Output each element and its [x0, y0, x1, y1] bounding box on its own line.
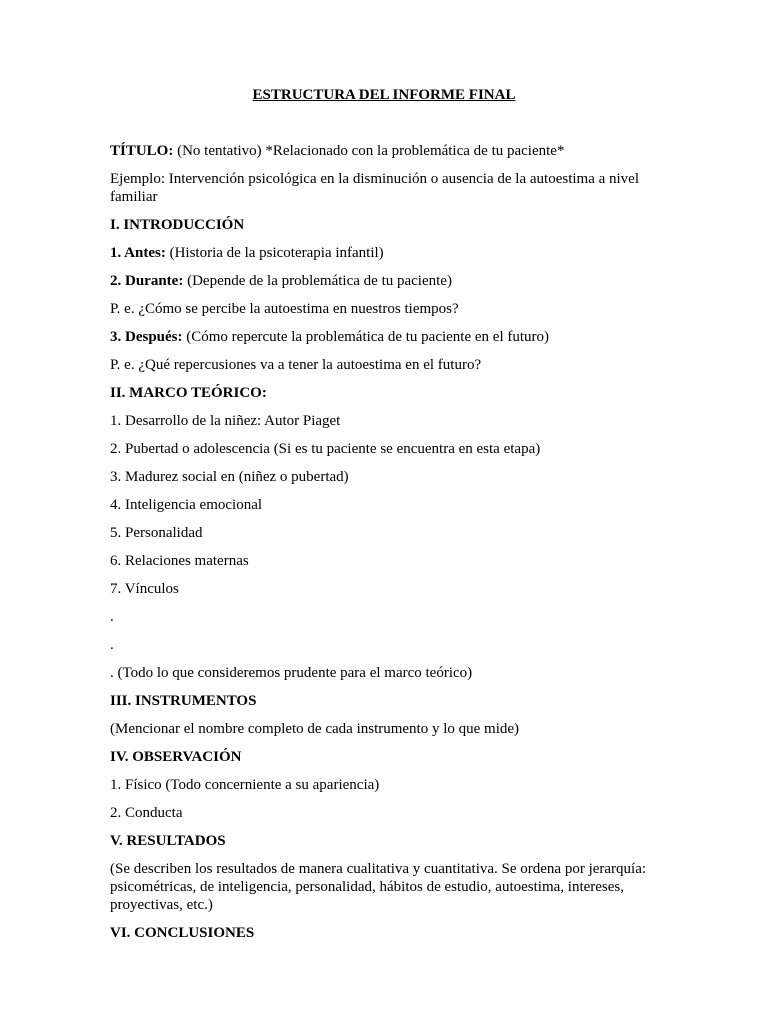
antes-text: (Historia de la psicoterapia infantil) [165, 245, 384, 261]
durante-label: 2. Durante: [110, 273, 184, 289]
document-title: ESTRUCTURA DEL INFORME FINAL [252, 87, 516, 103]
titulo-label: TÍTULO: [110, 143, 174, 159]
ejemplo-paragraph: Ejemplo: Intervención psicológica en la disminución o ausencia de la autoestima a nivel familiar [110, 171, 639, 205]
marco-item: 7. Vínculos [110, 581, 179, 597]
despues-text: (Cómo repercute la problemática de tu paciente en el futuro) [182, 329, 550, 345]
instrumentos-text: (Mencionar el nombre completo de cada instrumento y lo que mide) [110, 721, 520, 737]
marco-dot-note: . (Todo lo que consideremos prudente para el marco teórico) [110, 665, 473, 681]
marco-dot: . [110, 609, 114, 625]
marco-item: 2. Pubertad o adolescencia (Si es tu paciente se encuentra en esta etapa) [110, 441, 541, 457]
document-page [110, 86, 658, 942]
pe2-paragraph: P. e. ¿Qué repercusiones va a tener la autoestima en el futuro? [110, 357, 482, 373]
pe1-paragraph: P. e. ¿Cómo se percibe la autoestima en nuestros tiempos? [110, 301, 459, 317]
resultados-heading: V. RESULTADOS [110, 833, 226, 849]
durante-paragraph [110, 272, 658, 290]
marco-item: 1. Desarrollo de la niñez: Autor Piaget [110, 413, 341, 429]
observacion-item: 2. Conducta [110, 805, 183, 821]
marco-dot: . [110, 637, 114, 653]
despues-label: 3. Después: [110, 329, 183, 345]
instrumentos-heading: III. INSTRUMENTOS [110, 693, 257, 709]
titulo-text: (No tentativo) *Relacionado con la problemática de tu paciente* [173, 143, 565, 159]
despues-paragraph [110, 328, 658, 346]
resultados-text: (Se describen los resultados de manera cualitativa y cuantitativa. Se ordena por jerarquía: psicométricas, de inteligencia, personalidad, hábitos de estudio, autoestima, intereses, proyectivas, etc.) [110, 861, 647, 913]
marco-item: 3. Madurez social en (niñez o pubertad) [110, 469, 349, 485]
observacion-item: 1. Físico (Todo concerniente a su apariencia) [110, 777, 380, 793]
marco-item: 6. Relaciones maternas [110, 553, 249, 569]
conclusiones-heading: VI. CONCLUSIONES [110, 925, 255, 941]
durante-text: (Depende de la problemática de tu paciente) [183, 273, 452, 289]
marco-item: 5. Personalidad [110, 525, 203, 541]
introduccion-heading: I. INTRODUCCIÓN [110, 217, 245, 233]
antes-paragraph [110, 244, 658, 262]
titulo-paragraph [110, 142, 658, 160]
marco-item: 4. Inteligencia emocional [110, 497, 263, 513]
marco-heading: II. MARCO TEÓRICO: [110, 385, 267, 401]
antes-label: 1. Antes: [110, 245, 166, 261]
observacion-heading: IV. OBSERVACIÓN [110, 749, 242, 765]
